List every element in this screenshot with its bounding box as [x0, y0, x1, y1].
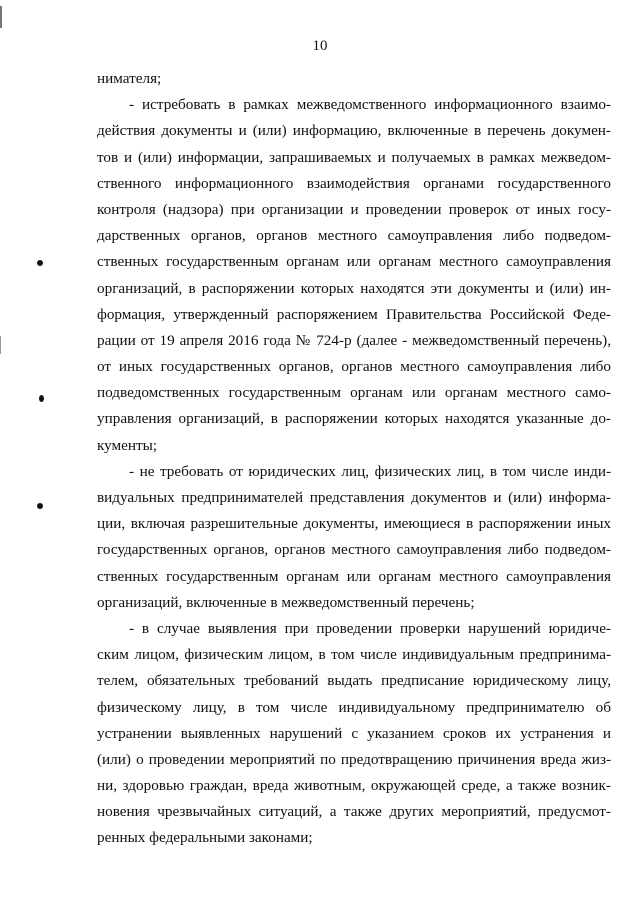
- left-edge-mark: [0, 6, 2, 28]
- text-line: кументы;: [97, 436, 158, 454]
- text-line: ственного информационного взаимодействия органами государственного: [97, 174, 611, 192]
- text-line: устранении выявленных нарушений с указанием сроков их устранения и: [97, 724, 611, 742]
- text-line: нимателя;: [97, 70, 162, 87]
- hole-mark: [37, 260, 43, 266]
- text-line: телем, обязательных требований выдать предписание юридическому лицу,: [97, 672, 611, 690]
- text-line: тов и (или) информации, запрашиваемых и получаемых в рамках межведом-: [97, 148, 611, 166]
- text-line: ни, здоровью граждан, вреда животным, окружающей среде, а также возник-: [97, 777, 611, 795]
- text-line: - не требовать от юридических лиц, физических лиц, в том числе инди-: [129, 462, 611, 480]
- text-line: - истребовать в рамках межведомственного информационного взаимо-: [129, 96, 611, 114]
- text-line: подведомственных государственным органам или органам местного само-: [97, 384, 611, 402]
- text-line: формация, утвержденный распоряжением Правительства Российской Феде-: [97, 305, 611, 323]
- text-line: организаций, включенные в межведомственный перечень;: [97, 593, 475, 611]
- text-line: дарственных органов, органов местного самоуправления либо подведом-: [97, 227, 611, 245]
- text-line: от иных государственных органов, органов местного самоуправления либо: [97, 358, 611, 376]
- text-line: ции, включая разрешительные документы, имеющиеся в распоряжении иных: [97, 515, 611, 533]
- hole-mark: [37, 503, 43, 509]
- text-line: физическому лицу, в том числе индивидуальному предпринимателю об: [97, 698, 611, 716]
- text-line: организаций, в распоряжении которых находятся эти документы и (или) ин-: [97, 279, 611, 297]
- hole-mark: [39, 395, 44, 402]
- text-line: видуальных предпринимателей представления документов и (или) информа-: [97, 489, 611, 506]
- text-line: ственных государственным органам или органам местного самоуправления: [97, 253, 611, 271]
- text-line: (или) о проведении мероприятий по предотвращению причинения вреда жиз-: [97, 750, 611, 768]
- text-line: ским лицом, физическим лицом, в том числе индивидуальным предпринима-: [97, 646, 611, 664]
- text-line: управления организаций, в распоряжении которых находятся указанные до-: [97, 410, 611, 428]
- document-body: [97, 66, 611, 852]
- page-number: 10: [312, 38, 328, 54]
- text-line: рации от 19 апреля 2016 года № 724-р (далее - межведомственный перечень),: [97, 331, 611, 349]
- left-edge-mark: [0, 336, 1, 354]
- text-line: ственных государственным органам или органам местного самоуправления: [97, 567, 611, 585]
- text-line: государственных органов, органов местного самоуправления либо подведом-: [97, 541, 611, 559]
- text-line: действия документы и (или) информацию, включенные в перечень докумен-: [97, 122, 611, 140]
- text-line: ренных федеральными законами;: [97, 829, 313, 847]
- text-line: - в случае выявления при проведении проверки нарушений юридиче-: [129, 619, 611, 637]
- text-line: контроля (надзора) при организации и проведении проверок от иных госу-: [97, 200, 611, 218]
- text-line: новения чрезвычайных ситуаций, а также других мероприятий, предусмот-: [97, 803, 611, 821]
